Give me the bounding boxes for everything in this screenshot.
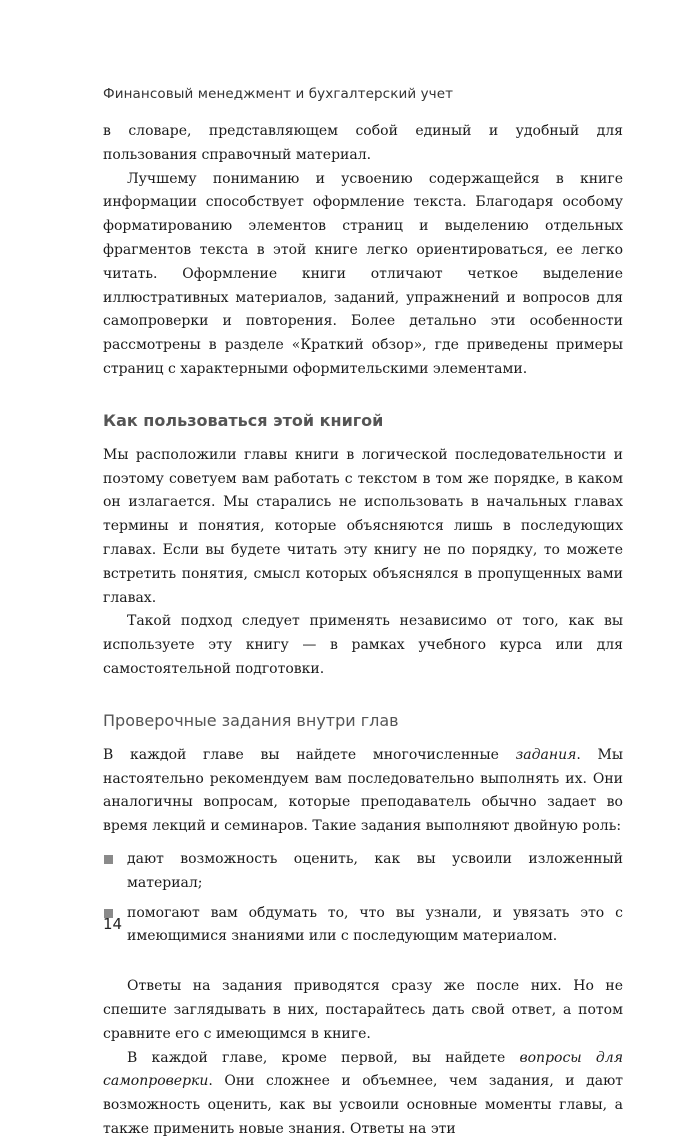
page-number: 14 <box>103 915 123 933</box>
section2-paragraph-2: Ответы на задания приводятся сразу же после них. Но не спешите заглядывать в них, постарайтесь дать свой ответ, а потом сравните его с имеющимся в книге. <box>103 978 623 1042</box>
spacer <box>103 955 623 975</box>
list-item <box>103 902 623 950</box>
section2-p3-text-a: В каждой главе, кроме первой, вы найдете <box>127 1049 520 1066</box>
section2-p3-emphasis: вопросы для самопроверки <box>103 1049 623 1090</box>
section2-paragraph-3 <box>103 1047 623 1142</box>
section-heading-check-tasks: Проверочные задания внутри глав <box>103 710 399 730</box>
square-bullet-icon <box>104 855 113 864</box>
section2-p1-text-b: . Мы настоятельно рекомендуем вам последовательно выполнять их. Они аналогичны вопросам, которые преподаватель обычно задает во время лекций и семинаров. Такие задания выполняют двойную роль: <box>103 746 623 835</box>
section2-p3-text-b: . Они сложнее и объемнее, чем задания, и дают возможность оценить, как вы усвоили основные моменты главы, а также применить новые знания. Ответы на эти <box>103 1073 623 1137</box>
list-item-text: помогают вам обдумать то, что вы узнали, и увязать это с имеющимися знаниями или с последующим материалом. <box>127 904 623 945</box>
section1-paragraph-1: Мы расположили главы книги в логической последовательности и поэтому советуем вам работать с текстом в том же порядке, в каком он излагается. Мы старались не использовать в начальных главах термины и понятия, которые объясняются лишь в последующих главах. Если вы будете читать эту книгу не по порядку, то можете встретить понятия, смысл которых объяснялся в пропущенных вами главах. <box>103 446 623 606</box>
section-heading-how-to-use: Как пользоваться этой книгой <box>103 410 384 430</box>
list-item-text: дают возможность оценить, как вы усвоили изложенный материал; <box>127 850 623 891</box>
page-content <box>103 120 623 1142</box>
intro-paragraph-1: в словаре, представляющем собой единый и удобный для пользования справочный материал. <box>103 123 623 163</box>
section2-p1-text-a: В каждой главе вы найдете многочисленные <box>103 746 516 763</box>
section2-p1-emphasis: задания <box>515 746 577 763</box>
running-head: Финансовый менеджмент и бухгалтерский учет <box>103 86 454 102</box>
section1-paragraph-2: Такой подход следует применять независимо от того, как вы используете эту книгу — в рамках учебного курса или для самостоятельной подготовки. <box>103 613 623 677</box>
list-item <box>103 848 623 896</box>
bullet-list <box>103 848 623 949</box>
section2-paragraph-1 <box>103 744 623 839</box>
intro-paragraph-2: Лучшему пониманию и усвоению содержащейся в книге информации способствует оформление текста. Благодаря особому форматированию элементов страниц и выделению отдельных фрагментов текста в этой книге легко ориентироваться, ее легко читать. Оформление книги отличают четкое выделение иллюстративных материалов, заданий, упражнений и вопросов для самопроверки и повторения. Более детально эти особенности рассмотрены в разделе «Краткий обзор», где приведены примеры страниц с характерными оформительскими элементами. <box>103 170 623 377</box>
